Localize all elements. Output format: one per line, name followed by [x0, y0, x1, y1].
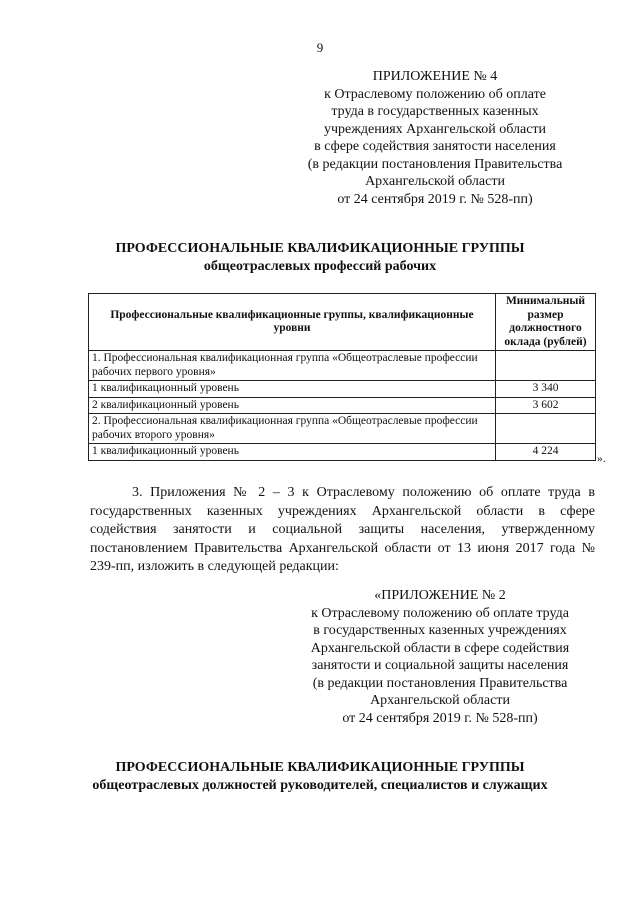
column-header-groups: Профессиональные квалификационные группы, квалификационные уровни	[89, 294, 496, 351]
table-row	[89, 444, 596, 461]
appendix-line: труда в государственных казенных	[331, 104, 539, 119]
table-row	[89, 414, 596, 444]
appendix-line: к Отраслевому положению об оплате	[324, 86, 546, 102]
appendix-line: к Отраслевому положению об оплате труда	[311, 605, 569, 621]
heading-subtitle: общеотраслевых профессий рабочих	[203, 259, 437, 274]
body-paragraph: 3. Приложения № 2 – 3 к Отраслевому положению об оплате труда в государственных казенных учреждениях Архангельской области в сфере содействия занятости и социальной защиты населения, утвержденному постановлением Правительства Архангельской области от 13 июня 2017 года № 239-пп, изложить в следующей редакции:	[90, 485, 595, 574]
appendix-line: занятости и социальной защиты населения	[311, 658, 569, 673]
row-value	[496, 414, 596, 444]
appendix-line: от 24 сентября 2019 г. № 528-пп)	[342, 710, 538, 726]
appendix-2-header	[290, 587, 590, 727]
column-header-salary: Минимальный размер должностного оклада (рублей)	[496, 294, 596, 351]
appendix-line: «ПРИЛОЖЕНИЕ № 2	[374, 588, 506, 603]
qualification-table	[88, 293, 596, 461]
heading-title: ПРОФЕССИОНАЛЬНЫЕ КВАЛИФИКАЦИОННЫЕ ГРУППЫ	[115, 760, 525, 775]
row-label: 1 квалификационный уровень	[89, 381, 496, 398]
row-label: 2. Профессиональная квалификационная группа «Общеотраслевые профессии рабочих второго уровня»	[89, 414, 496, 444]
row-label: 2 квалификационный уровень	[89, 397, 496, 414]
table-header-row	[89, 294, 596, 351]
table-row	[89, 351, 596, 381]
appendix-4-header	[300, 68, 570, 208]
appendix-line: от 24 сентября 2019 г. № 528-пп)	[337, 191, 533, 207]
table-closing-quote: ».	[597, 453, 606, 465]
row-value: 3 602	[496, 397, 596, 414]
page-number: 9	[316, 40, 324, 55]
appendix-line: Архангельской области	[365, 174, 505, 189]
row-value: 3 340	[496, 381, 596, 398]
appendix-line: (в редакции постановления Правительства	[307, 156, 563, 172]
appendix-line: (в редакции постановления Правительства	[312, 675, 568, 691]
row-label: 1 квалификационный уровень	[89, 444, 496, 461]
section-heading-1	[0, 240, 640, 276]
heading-subtitle: общеотраслевых должностей руководителей, специалистов и служащих	[92, 778, 548, 793]
appendix-line: в государственных казенных учреждениях	[313, 623, 567, 638]
appendix-line: учреждениях Архангельской области	[323, 121, 547, 137]
row-value: 4 224	[496, 444, 596, 461]
appendix-line: Архангельской области	[370, 693, 510, 708]
heading-title: ПРОФЕССИОНАЛЬНЫЕ КВАЛИФИКАЦИОННЫЕ ГРУППЫ	[115, 241, 525, 256]
table-row	[89, 381, 596, 398]
section-heading-2	[0, 759, 640, 795]
appendix-line: Архангельской области в сфере содействия	[310, 640, 570, 656]
row-label: 1. Профессиональная квалификационная группа «Общеотраслевые профессии рабочих первого уровня»	[89, 351, 496, 381]
appendix-line: в сфере содействия занятости населения	[314, 139, 556, 154]
appendix-line: ПРИЛОЖЕНИЕ № 4	[372, 69, 498, 84]
table-row	[89, 397, 596, 414]
row-value	[496, 351, 596, 381]
